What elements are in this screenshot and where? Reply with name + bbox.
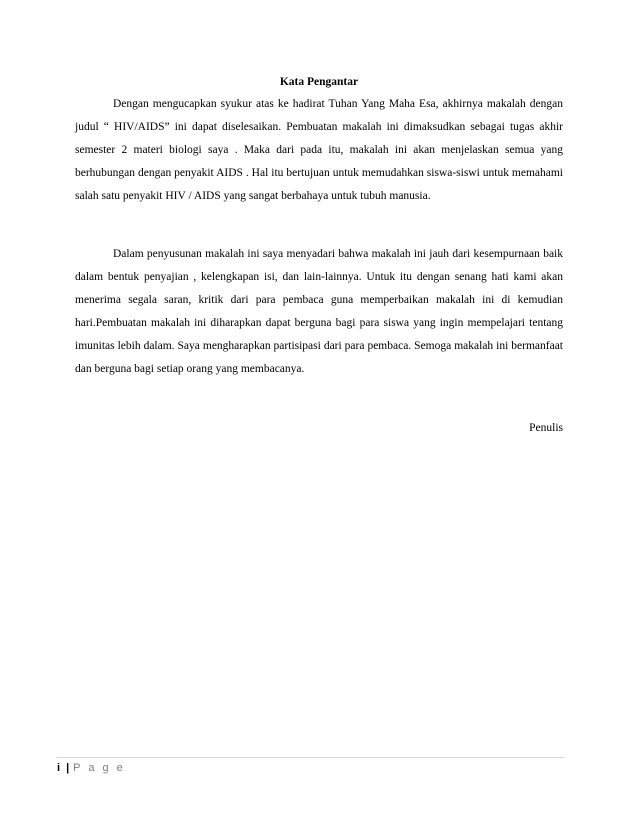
author-signature: Penulis xyxy=(529,422,563,434)
footer-divider xyxy=(57,757,565,758)
page-label: P a g e xyxy=(73,762,126,774)
paragraph-closing: Dalam penyusunan makalah ini saya menyadari bahwa makalah ini jauh dari kesempurnaan baik dalam bentuk penyajian , kelengkapan isi, dan lain-lainnya. Untuk itu dengan senang hati kami akan menerima segala saran, kritik dari para pembaca guna memperbaikan makalah ini di kemudian hari.Pembuatan makalah ini diharapkan dapat berguna bagi para siswa yang ingin mempelajari tentang imunitas lebih dalam. Saya mengharapkan partisipasi dari para pembaca. Semoga makalah ini bermanfaat dan berguna bagi setiap orang yang membacanya. xyxy=(75,248,563,375)
paragraph-intro: Dengan mengucapkan syukur atas ke hadirat Tuhan Yang Maha Esa, akhirnya makalah dengan judul “ HIV/AIDS” ini dapat diselesaikan. Pembuatan makalah ini dimaksudkan sebagai tugas akhir semester 2 materi biologi saya . Maka dari pada itu, makalah ini akan menjelaskan semua yang berhubungan dengan penyakit AIDS . Hal itu bertujuan untuk memudahkan siswa-siswi untuk memahami salah satu penyakit HIV / AIDS yang sangat berbahaya untuk tubuh manusia. xyxy=(75,98,563,202)
page-number: i xyxy=(57,762,61,774)
page-footer xyxy=(57,761,125,775)
footer-separator: | xyxy=(66,762,70,774)
page-title: Kata Pengantar xyxy=(279,76,359,88)
